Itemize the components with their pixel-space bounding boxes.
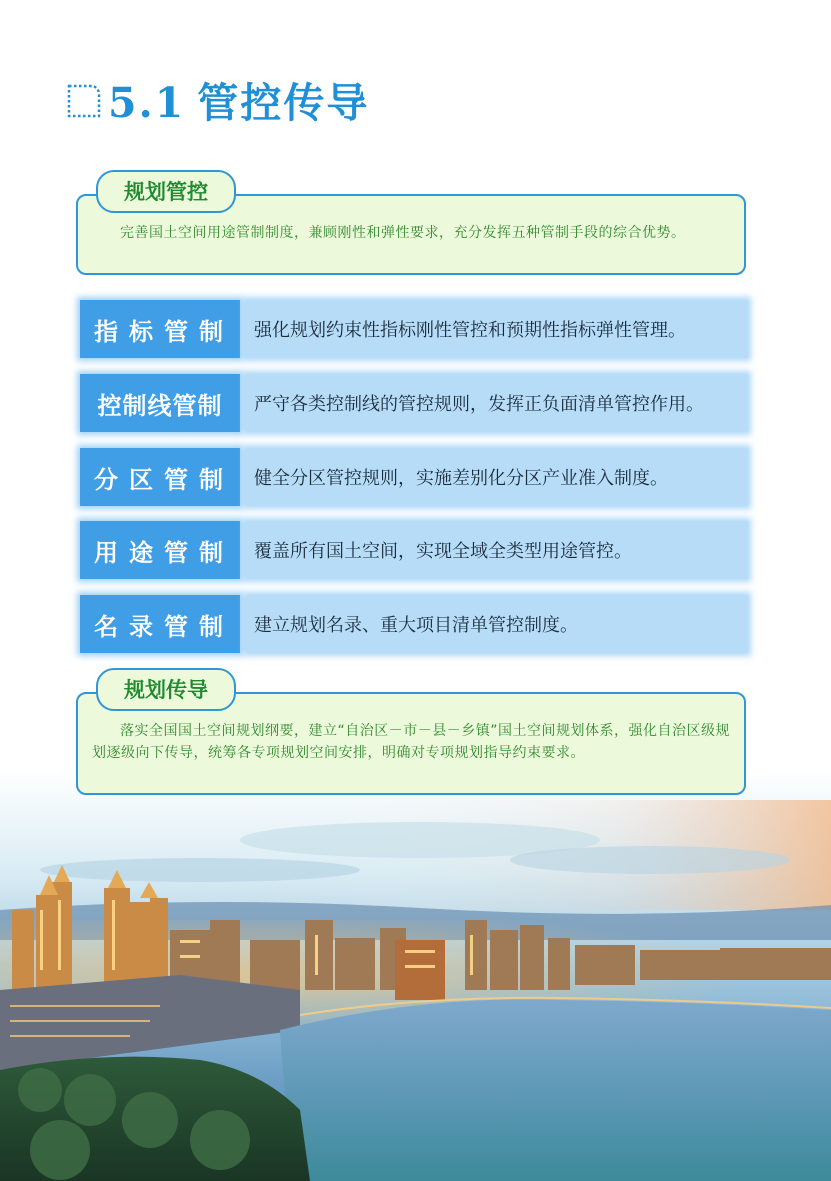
control-row-zoning	[80, 448, 748, 506]
control-row-control-line	[80, 374, 748, 432]
planning-control-text: 完善国土空间用途管制制度，兼顾刚性和弹性要求，充分发挥五种管制手段的综合优势。	[120, 225, 686, 241]
control-row-directory	[80, 595, 748, 653]
control-label: 名录管制	[80, 595, 240, 653]
section-heading	[66, 70, 369, 129]
control-row-indicator	[80, 300, 748, 358]
control-description: 健全分区管控规则，实施差别化分区产业准入制度。	[246, 448, 748, 506]
planning-control-box	[76, 180, 746, 275]
control-description: 覆盖所有国土空间，实现全域全类型用途管控。	[246, 521, 748, 579]
control-description: 建立规划名录、重大项目清单管控制度。	[246, 595, 748, 653]
section-title: 管控传导	[197, 79, 370, 127]
control-row-use	[80, 521, 748, 579]
control-label: 分区管制	[80, 448, 240, 506]
control-label: 用途管制	[80, 521, 240, 579]
city-lake-photo	[0, 770, 831, 1181]
control-label: 控制线管制	[80, 374, 240, 432]
planning-transmission-text: 落实全国国土空间规划纲要，建立“自治区－市－县－乡镇”国土空间规划体系，强化自治区级规划逐级向下传导，统筹各专项规划空间安排，明确对专项规划指导约束要求。	[92, 723, 731, 761]
planning-control-tab: 规划管控	[96, 170, 236, 213]
planning-transmission-tab: 规划传导	[96, 668, 236, 711]
control-description: 严守各类控制线的管控规则，发挥正负面清单管控作用。	[246, 374, 748, 432]
control-label: 指标管制	[80, 300, 240, 358]
section-number: 5.1	[108, 79, 186, 127]
planning-transmission-box	[76, 678, 746, 795]
dotted-frame-icon	[66, 80, 102, 120]
control-description: 强化规划约束性指标刚性管控和预期性指标弹性管理。	[246, 300, 748, 358]
